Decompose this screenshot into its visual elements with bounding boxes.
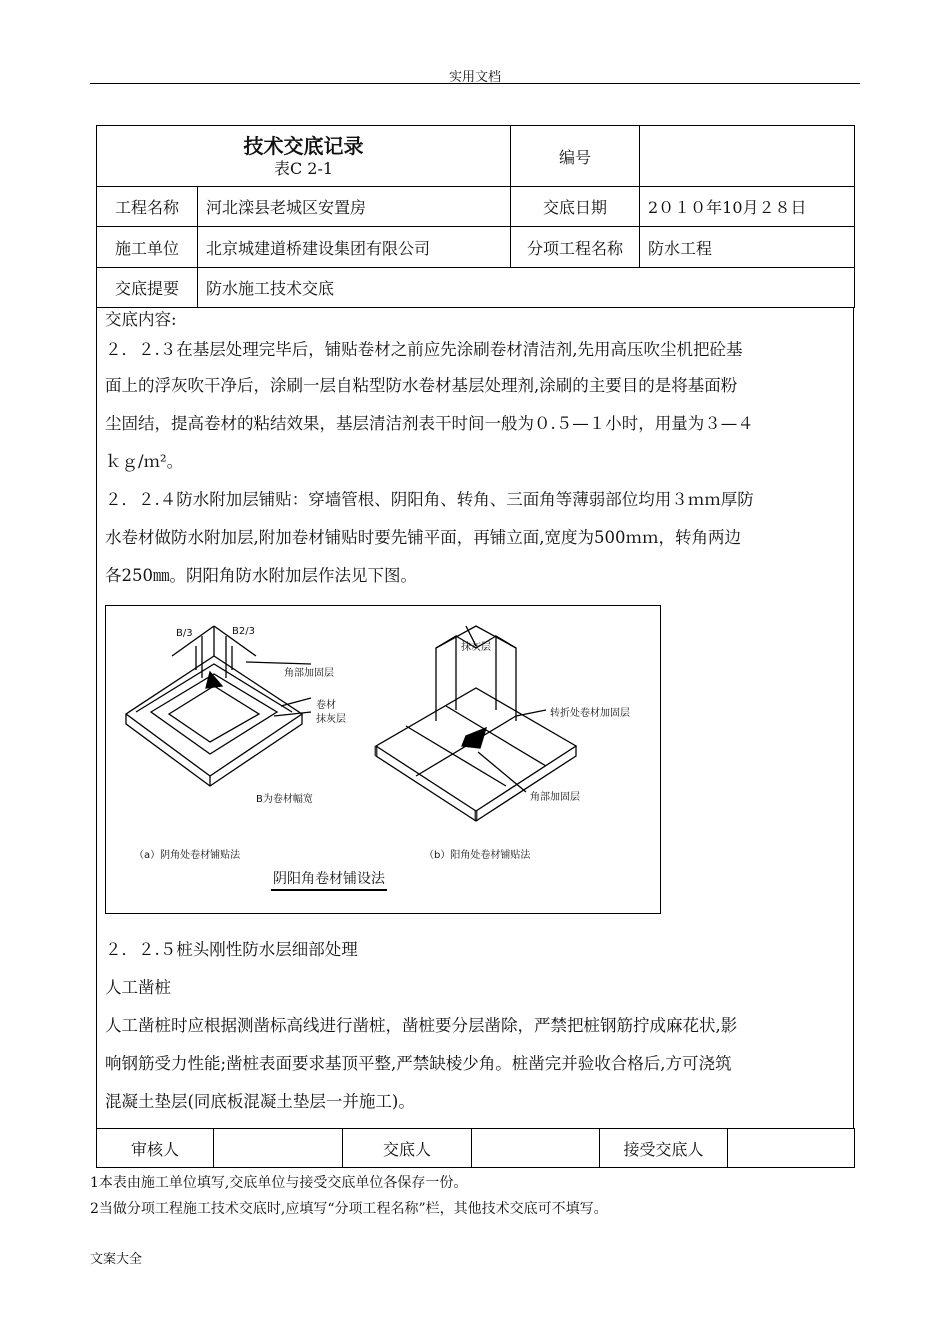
form-subtitle: 表C 2-1 [273, 159, 334, 178]
paragraph-line: 混凝土垫层(同底板混凝土垫层一并施工)。 [105, 1092, 415, 1111]
paragraph-line: 人工凿桩时应根据测凿标高线进行凿桩，凿桩要分层凿除，严禁把桩钢筋拧成麻花状,影 [105, 1016, 738, 1035]
paragraph-line: ２．２.３在基层处理完毕后，铺贴卷材之前应先涂刷卷材清洁剂,先用高压吹尘机把砼基 [105, 340, 743, 359]
form-title-cell [97, 126, 511, 187]
project-name-value[interactable]: 河北滦县老城区安置房 [198, 187, 511, 227]
paragraph-line: 人工凿桩 [105, 978, 171, 997]
note-2: 2当做分项工程施工技术交底时,应填写“分项工程名称”栏，其他技术交底可不填写。 [90, 1201, 608, 1217]
label-membrane: 卷材 [316, 700, 336, 711]
receiver-value[interactable] [728, 1129, 855, 1168]
subproject-label: 分项工程名称 [511, 227, 640, 268]
label-b23: B2/3 [232, 626, 255, 637]
number-label: 编号 [511, 126, 640, 187]
subproject-value[interactable]: 防水工程 [640, 227, 855, 268]
construction-unit-label: 施工单位 [97, 227, 198, 268]
label-b3: B/3 [176, 628, 193, 639]
form-title: 技术交底记录 [243, 134, 364, 158]
label-fold: 转折处卷材加固层 [550, 708, 630, 719]
paragraph-line: ｋｇ/ｍ²。 [105, 452, 184, 471]
label-width: B为卷材幅宽 [256, 794, 313, 805]
summary-value[interactable]: 防水施工技术交底 [198, 268, 855, 308]
paragraph-line: 响钢筋受力性能;凿桩表面要求基顶平整,严禁缺棱少角。桩凿完并验收合格后,方可浇筑 [105, 1054, 732, 1073]
label-plaster-right: 抹灰层 [461, 642, 491, 653]
label-plaster-left: 抹灰层 [316, 714, 346, 725]
date-value[interactable]: 2０１０年10月２８日 [640, 187, 855, 227]
summary-label: 交底提要 [97, 268, 198, 308]
reviewer-value[interactable] [214, 1129, 343, 1168]
figure-title: 阴阳角卷材铺设法 [271, 868, 387, 891]
form-notes [90, 1170, 608, 1222]
receiver-label: 接受交底人 [600, 1129, 728, 1168]
paragraph-line: 水卷材做防水附加层,附加卷材铺贴时要先铺平面，再铺立面,宽度为500ｍｍ，转角两边 [105, 528, 741, 547]
caption-right: （b）阳角处卷材铺贴法 [424, 850, 531, 861]
page-footer: 文案大全 [90, 1252, 143, 1267]
paragraph-line: ２．２.４防水附加层铺贴：穿墙管根、阴阳角、转角、三面角等薄弱部位均用３ｍｍ厚防 [105, 490, 754, 509]
paragraph-line: 尘固结，提高卷材的粘结效果，基层清洁剂表干时间一般为０.５—１小时，用量为３—４ [105, 414, 754, 433]
caption-left: （a）阴角处卷材铺贴法 [134, 850, 241, 861]
content-label: 交底内容: [105, 310, 177, 329]
presenter-value[interactable] [472, 1129, 600, 1168]
project-name-label: 工程名称 [97, 187, 198, 227]
number-value[interactable] [640, 126, 855, 187]
signature-table [96, 1128, 855, 1168]
content-section [96, 307, 854, 1128]
presenter-label: 交底人 [343, 1129, 472, 1168]
construction-unit-value[interactable]: 北京城建道桥建设集团有限公司 [198, 227, 511, 268]
corner-membrane-figure [105, 605, 661, 914]
paragraph-line: ２．２.５桩头刚性防水层细部处理 [105, 940, 358, 959]
content-body-lower [105, 931, 847, 1121]
date-label: 交底日期 [511, 187, 640, 227]
figure-drawing [106, 606, 660, 913]
label-corner-left: 角部加固层 [284, 668, 334, 679]
label-corner-right: 角部加固层 [530, 792, 580, 803]
page-header: 实用文档 [448, 70, 501, 85]
record-header-table [96, 125, 855, 308]
note-1: 1本表由施工单位填写,交底单位与接受交底单位各保存一份。 [90, 1175, 468, 1191]
reviewer-label: 审核人 [97, 1129, 214, 1168]
paragraph-line: 面上的浮灰吹干净后，涂刷一层自粘型防水卷材基层处理剂,涂刷的主要目的是将基面粉 [105, 376, 738, 395]
paragraph-line: 各250㎜。阴阳角防水附加层作法见下图。 [105, 566, 417, 585]
content-body [105, 307, 847, 595]
header-divider [90, 83, 860, 84]
